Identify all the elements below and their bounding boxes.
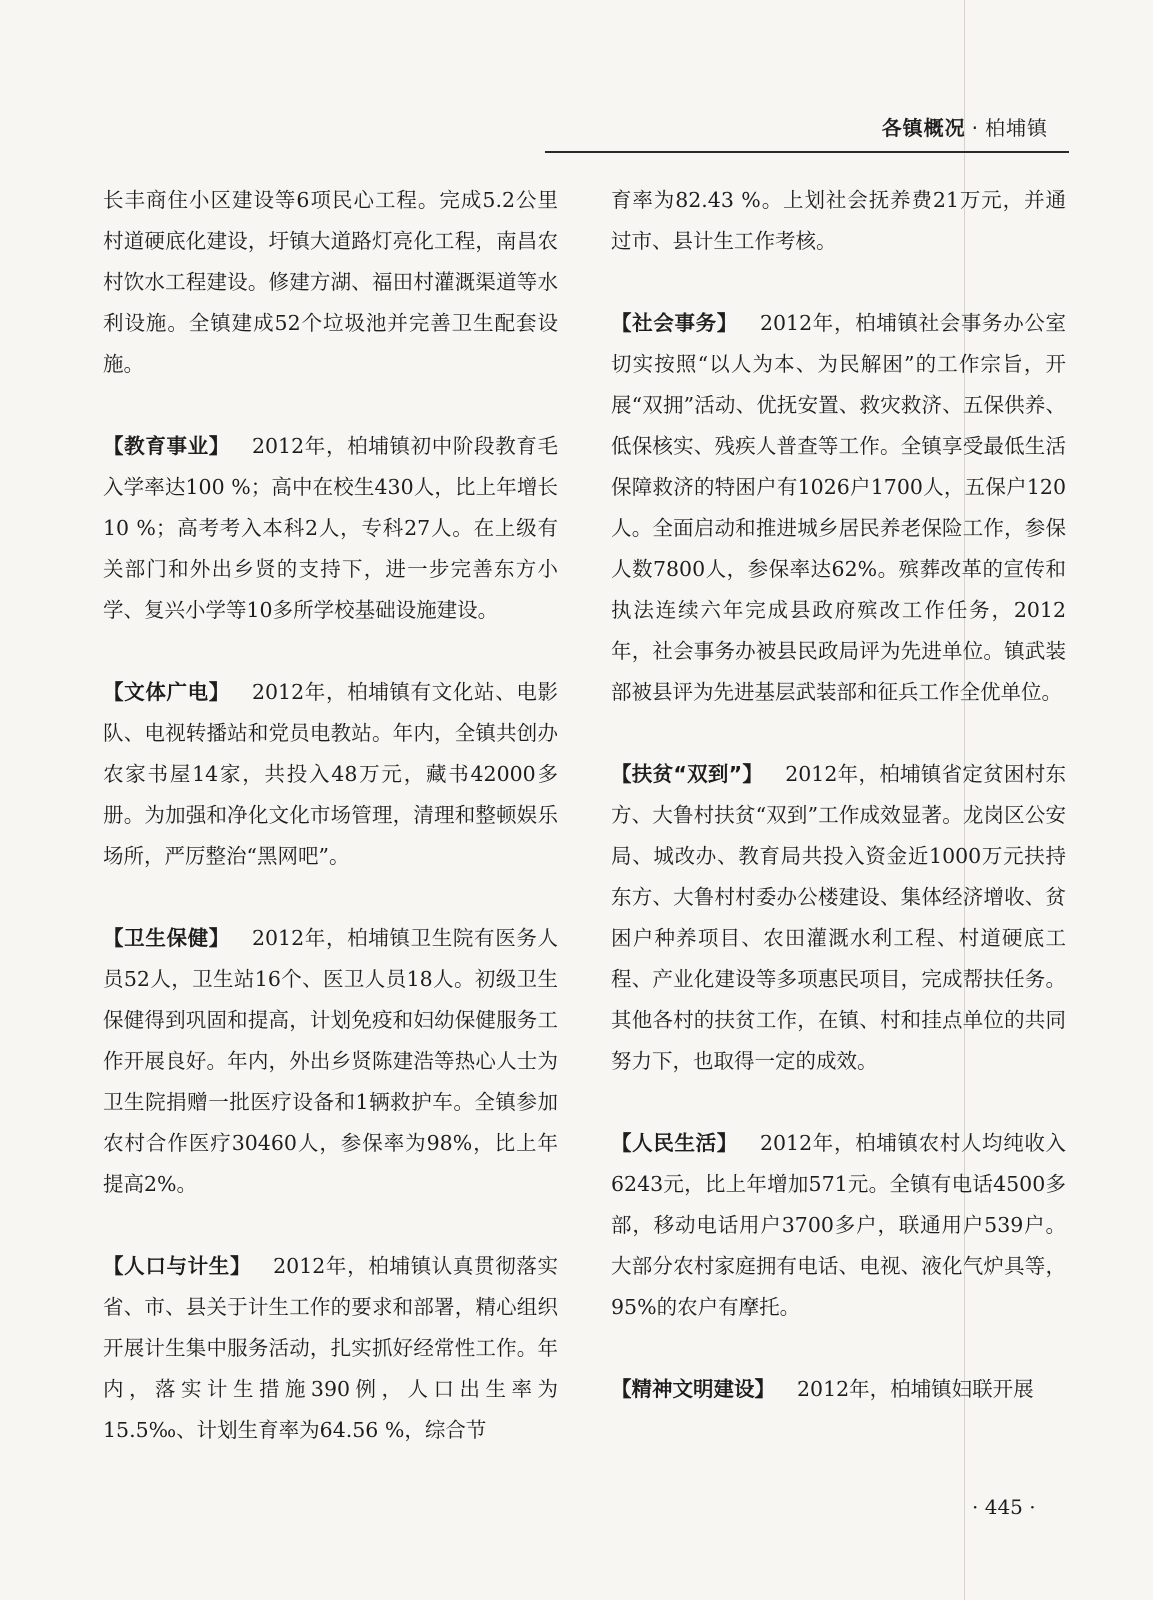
paragraph-text: 2012年，柏埔镇妇联开展 [797,1377,1034,1401]
paragraph-text: 2012年，柏埔镇初中阶段教育毛入学率达100 %；高中在校生430人，比上年增长10 %；高考考入本科2人，专科27人。在上级有关部门和外出乡贤的支持下，进一步完善东方小学、复兴小学等10多所学校基础设施建设。 [103,434,559,622]
paragraph-heading: 【人民生活】 [611,1131,738,1155]
paragraph-text: 育率为82.43 %。上划社会抚养费21万元，并通过市、县计生工作考核。 [611,188,1066,253]
paragraph-heading: 【精神文明建设】 [611,1377,775,1401]
paragraph-text: 2012年，柏埔镇社会事务办公室切实按照“以人为本、为民解困”的工作宗旨，开展“双拥”活动、优抚安置、救灾救济、五保供养、低保核实、残疾人普查等工作。全镇享受最低生活保障救济的特困户有1026户1700人，五保户120人。全面启动和推进城乡居民养老保险工作，参保人数7800人，参保率达62%。殡葬改革的宣传和执法连续六年完成县政府殡改工作任务，2012年，社会事务办被县民政局评为先进单位。镇武装部被县评为先进基层武装部和征兵工作全优单位。 [611,311,1067,704]
left-column [103,180,558,1451]
paragraph-text: 2012年，柏埔镇农村人均纯收入6243元，比上年增加571元。全镇有电话4500多部，移动电话用户3700多户，联通用户539户。大部分农村家庭拥有电话、电视、液化气炉具等，95%的农户有摩托。 [611,1131,1067,1319]
paragraph-text: 2012年，柏埔镇卫生院有医务人员52人，卫生站16个、医卫人员18人。初级卫生保健得到巩固和提高，计划免疫和妇幼保健服务工作开展良好。年内，外出乡贤陈建浩等热心人士为卫生院捐赠一批医疗设备和1辆救护车。全镇参加农村合作医疗30460人，参保率为98%，比上年提高2%。 [103,926,559,1196]
paragraph-heading: 【扶贫“双到”】 [611,762,764,786]
paragraph-heading: 【人口与计生】 [103,1254,252,1278]
running-header [882,112,1048,141]
paragraph-education [103,426,558,631]
paragraph-text: 2012年，柏埔镇省定贫困村东方、大鲁村扶贫“双到”工作成效显著。龙岗区公安局、城改办、教育局共投入资金近1000万元扶持东方、大鲁村村委办公楼建设、集体经济增收、贫困户种养项目、农田灌溉水利工程、村道硬底工程、产业化建设等多项惠民项目，完成帮扶任务。其他各村的扶贫工作，在镇、村和挂点单位的共同努力下，也取得一定的成效。 [611,762,1067,1073]
paragraph-social-affairs [611,303,1066,713]
paragraph-civilization [611,1369,1066,1410]
header-separator: · [971,116,979,140]
page-number: · 445 · [972,1495,1036,1519]
paragraph-heading: 【社会事务】 [611,311,738,335]
paragraph-heading: 【文体广电】 [103,680,230,704]
paragraph-health [103,918,558,1205]
paragraph-text: 长丰商住小区建设等6项民心工程。完成5.2公里村道硬底化建设，圩镇大道路灯亮化工程，南昌农村饮水工程建设。修建方湖、福田村灌溉渠道等水利设施。全镇建成52个垃圾池并完善卫生配套设施。 [103,188,558,376]
paragraph-text: 2012年，柏埔镇认真贯彻落实省、市、县关于计生工作的要求和部署，精心组织开展计生集中服务活动，扎实抓好经常性工作。年内，落实计生措施390例，人口出生率为15.5‰、计划生育率为64.56 %，综合节 [103,1254,559,1442]
right-column [611,180,1066,1410]
paragraph-population [103,1246,558,1451]
header-rule [545,151,1069,153]
paragraph-text: 2012年，柏埔镇有文化站、电影队、电视转播站和党员电教站。年内，全镇共创办农家书屋14家，共投入48万元，藏书42000多册。为加强和净化文化市场管理，清理和整顿娱乐场所，严厉整治“黑网吧”。 [103,680,559,868]
paragraph-culture [103,672,558,877]
paragraph-continued [103,180,558,385]
paragraph-continued [611,180,1066,262]
paragraph-heading: 【卫生保健】 [103,926,230,950]
paragraph-heading: 【教育事业】 [103,434,230,458]
header-town: 柏埔镇 [985,116,1048,140]
paragraph-poverty-relief [611,754,1066,1082]
header-section: 各镇概况 [881,116,966,140]
paragraph-livelihood [611,1123,1066,1328]
